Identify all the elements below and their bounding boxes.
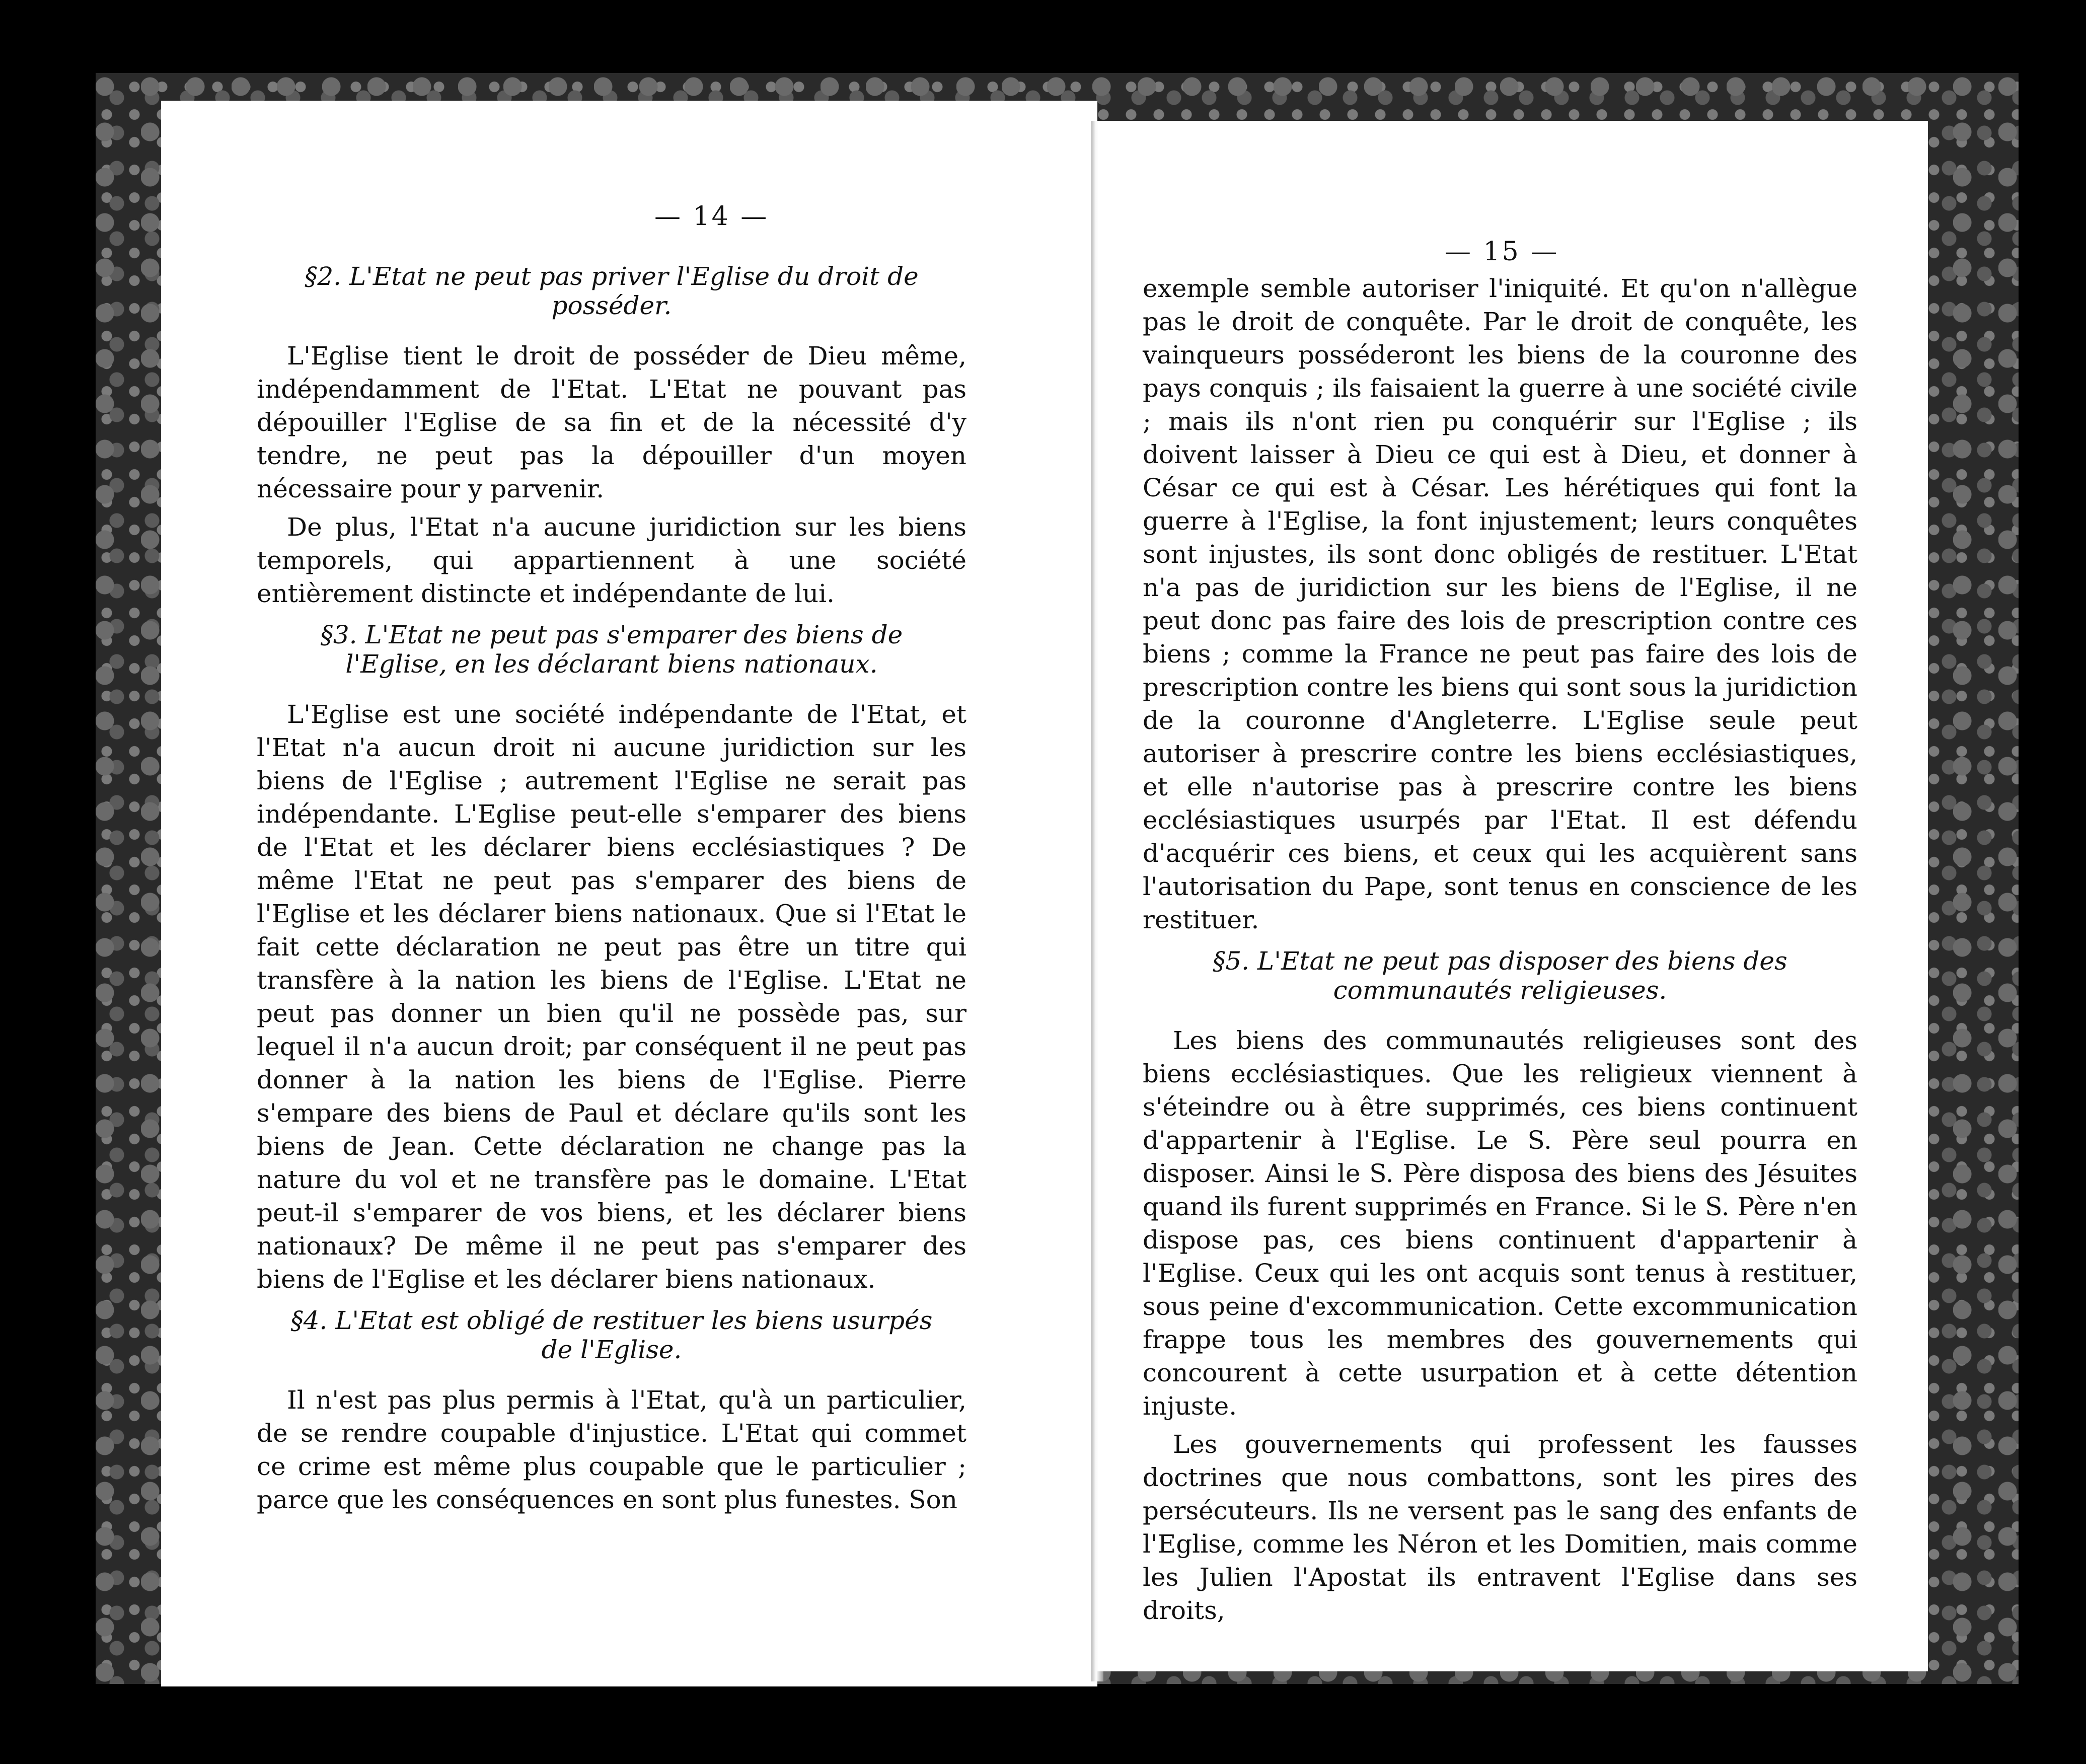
page-number-left: — 14 —: [654, 201, 769, 232]
paragraph: L'Eglise tient le droit de posséder de Dieu même, indépendamment de l'Etat. L'Etat ne pouvant pas dépouiller l'Eglise de sa fin et de la nécessité d'y tendre, ne peut pas la dépouiller d'un moyen nécessaire pour y parvenir.: [257, 341, 966, 503]
paragraph: Les biens des communautés religieuses sont des biens ecclésiastiques. Que les religieux viennent à s'éteindre ou à être supprimés, ces biens continuent d'appartenir à l'Eglise. Le S. Père seul pourra en disposer. Ainsi le S. Père disposa des biens des Jésuites quand ils furent supprimés en France. Si le S. Père n'en dispose pas, ces biens continuent d'appartenir à l'Eglise. Ceux qui les ont acquis sont tenus à restituer, sous peine d'excommunication. Cette excommunication frappe tous les membres des gouvernements qui concourent à cette usurpation et à cette détention injuste.: [1143, 1026, 1857, 1421]
paragraph: Il n'est pas plus permis à l'Etat, qu'à un particulier, de se rendre coupable d'injustice. L'Etat qui commet ce crime est même plus coupable que le particulier ; parce que les conséquences en sont plus funestes. Son: [257, 1385, 966, 1514]
section-title-4: §4. L'Etat est obligé de restituer les biens usurpés de l'Eglise.: [290, 1306, 933, 1364]
page-number-right: — 15 —: [1445, 237, 1559, 267]
left-page: [161, 101, 1097, 1686]
paragraph: De plus, l'Etat n'a aucune juridiction sur les biens temporels, qui appartiennent à une société entièrement distincte et indépendante de lui.: [257, 512, 966, 608]
section-title-3: §3. L'Etat ne peut pas s'emparer des biens de l'Eglise, en les déclarant biens nationaux.: [320, 620, 903, 679]
section-title-5: §5. L'Etat ne peut pas disposer des biens des communautés religieuses.: [1213, 946, 1787, 1005]
section-title-2: §2. L'Etat ne peut pas priver l'Eglise du droit de posséder.: [305, 262, 919, 320]
left-page-text: [257, 252, 966, 1521]
paragraph: L'Eglise est une société indépendante de l'Etat, et l'Etat n'a aucun droit ni aucune juridiction sur les biens de l'Eglise ; autrement l'Eglise ne serait pas indépendante. L'Eglise peut-elle s'emparer des biens de l'Etat et les déclarer biens ecclésiastiques ? De même l'Etat ne peut pas s'emparer des biens de l'Eglise et les déclarer biens nationaux. Que si l'Etat le fait cette déclaration ne peut pas être un titre qui transfère à la nation les biens de l'Eglise. L'Etat ne peut pas donner un bien qu'il ne possède pas, sur lequel il n'a aucun droit; par conséquent il ne peut pas donner à la nation les biens de l'Eglise. Pierre s'empare des biens de Paul et déclare qu'ils sont les biens de Jean. Cette déclaration ne change pas la nature du vol et ne transfère pas le domaine. L'Etat peut-il s'emparer de vos biens, et les déclarer biens nationaux? De même il ne peut pas s'emparer des biens de l'Eglise et les déclarer biens nationaux.: [257, 700, 966, 1294]
right-page-text: [1143, 272, 1857, 1632]
right-page: [1097, 121, 1928, 1671]
paragraph: Les gouvernements qui professent les fausses doctrines que nous combattons, sont les pires des persécuteurs. Ils ne versent pas le sang des enfants de l'Eglise, comme les Néron et les Domitien, mais comme les Julien l'Apostat ils entravent l'Eglise dans ses droits,: [1143, 1430, 1857, 1625]
paragraph-continued: exemple semble autoriser l'iniquité. Et qu'on n'allègue pas le droit de conquête. Par le droit de conquête, les vainqueurs posséderont les biens de la couronne des pays conquis ; ils faisaient la guerre à une société civile ; mais ils n'ont rien pu conquérir sur l'Eglise ; ils doivent laisser à Dieu ce qui est à Dieu, et donner à César ce qui est à César. Les hérétiques qui font la guerre à l'Eglise, la font injustement; leurs conquêtes sont injustes, ils sont donc obligés de restituer. L'Etat n'a pas de juridiction sur les biens de l'Eglise, il ne peut donc pas faire des lois de prescription contre ces biens ; comme la France ne peut pas faire des lois de prescription contre les biens qui sont sous la juridiction de la couronne d'Angleterre. L'Eglise seule peut autoriser à prescrire contre les biens ecclésiastiques, et elle n'autorise pas à prescrire contre les biens ecclésiastiques usurpés par l'Etat. Il est défendu d'acquérir ces biens, et ceux qui les acquièrent sans l'autorisation du Pape, sont tenus en conscience de les restituer.: [1143, 274, 1857, 934]
